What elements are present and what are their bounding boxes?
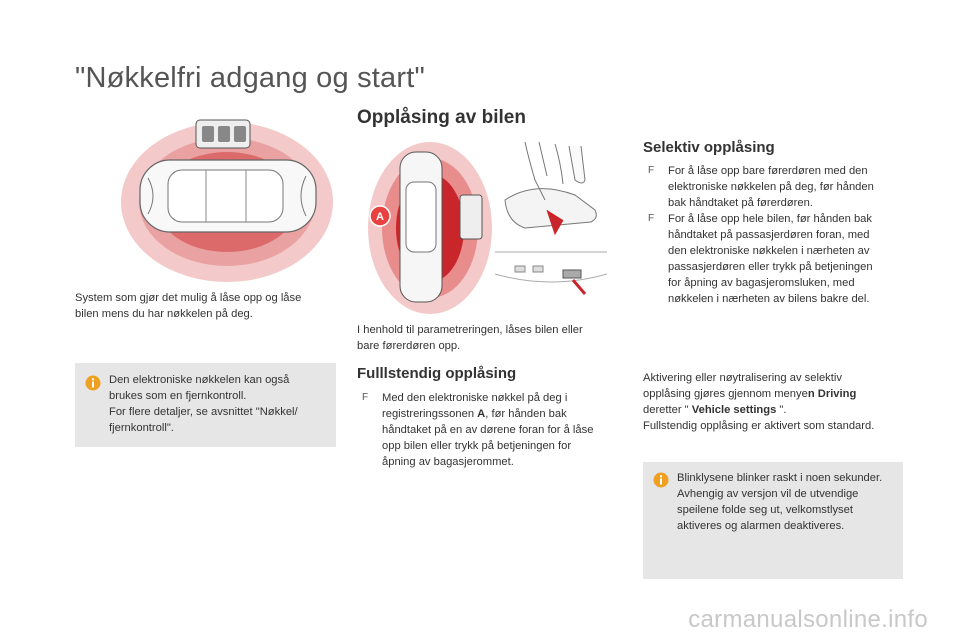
bullet-marker: F	[648, 165, 655, 176]
full-unlocking-bullet: F Med den elektroniske nøkkel på deg i registreringssonen A, før hånden bak håndtaket på en av dørene foran for å låse opp bilen eller trykk på betjeningen for åpning av bagasjerommet.	[362, 392, 594, 468]
hand-door-handle-illustration	[495, 140, 607, 240]
selective-bullet-1: F For å låse opp bare førerdøren med den elektroniske nøkkelen på deg, før hånden bak håndtaket på førerdøren.	[648, 165, 874, 209]
info-box-left: Den elektroniske nøkkelen kan også brukes som en fjernkontroll. For flere detaljer, se avsnittet "Nøkkel/ fjernkontroll".	[75, 363, 336, 447]
section-heading-selective-unlocking: Selektiv opplåsing	[643, 139, 775, 156]
car-zone-illustration-left	[118, 118, 336, 286]
section-heading-unlocking: Opplåsing av bilen	[357, 107, 526, 128]
trunk-button-illustration	[495, 244, 607, 314]
bullet-marker: F	[362, 392, 369, 403]
bullet-marker: F	[648, 213, 655, 224]
activation-text: Aktivering eller nøytralisering av selektiv opplåsing gjøres gjennom menyen Driving deretter " Vehicle settings ". Fullstendig opplåsing er aktivert som standard.	[643, 372, 875, 432]
section-heading-full-unlocking: Fulllstendig opplåsing	[357, 365, 517, 382]
page-title: "Nøkkelfri adgang og start"	[75, 62, 425, 94]
zone-label-a: A	[376, 211, 384, 223]
watermark: carmanualsonline.info	[688, 606, 928, 633]
car-zone-illustration-middle	[366, 140, 494, 315]
parametrization-text: I henhold til parametreringen, låses bilen eller bare førerdøren opp.	[357, 324, 583, 352]
info-box-right: Blinklysene blinker raskt i noen sekunder. Avhengig av versjon vil de utvendige speilene folde seg ut, velkomstlyset aktiveres og alarmen deaktiveres.	[643, 462, 903, 579]
info-icon	[653, 472, 669, 488]
info-icon	[85, 375, 101, 391]
selective-bullet-2: F For å låse opp hele bilen, før hånden bak håndtaket på passasjerdøren foran, med den elektroniske nøkkelen i nærheten av passasjerdøren eller trykk på betjeningen for åpning av bagasjeromsluken, med nøkkelen i nærheten av bilens bakre del.	[648, 213, 873, 305]
intro-text: System som gjør det mulig å låse opp og låse bilen mens du har nøkkelen på deg.	[75, 292, 302, 320]
